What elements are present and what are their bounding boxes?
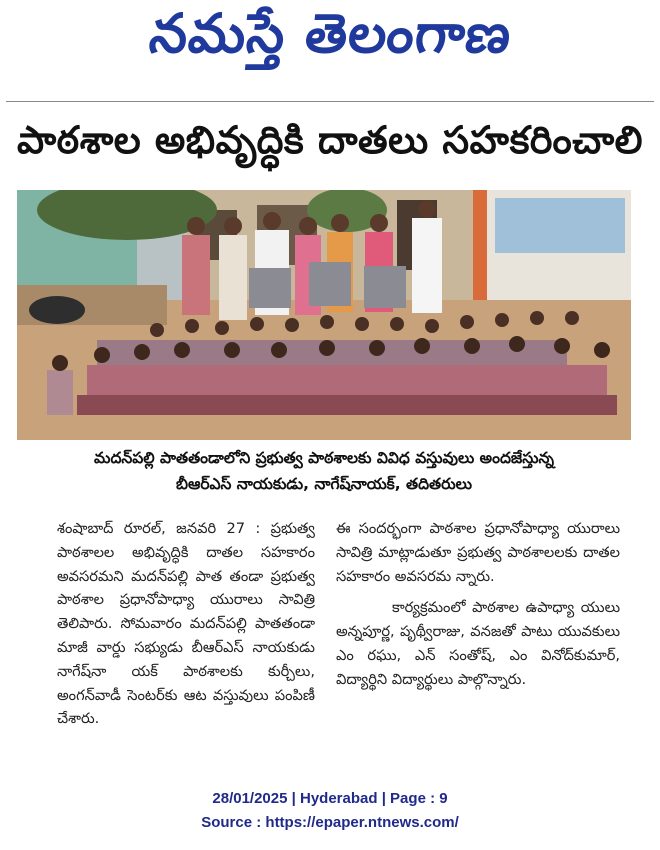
article-right-column	[336, 517, 620, 692]
masthead-divider	[6, 101, 654, 102]
school-group-photo	[17, 190, 631, 440]
caption-line-2: బీఆర్ఎస్ నాయకుడు, నాగేష్‌నాయక్, తదితరులు	[176, 475, 472, 493]
source-url: Source : https://epaper.ntnews.com/	[201, 814, 459, 831]
masthead	[0, 0, 660, 100]
article-left-column	[57, 517, 315, 731]
date-edition-page: 28/01/2025 | Hyderabad | Page : 9	[212, 790, 448, 807]
source-footer	[0, 787, 660, 835]
caption-line-1: మదన్‌పల్లి పాతతండాలోని ప్రభుత్వ పాఠశాలకు వివిధ వస్తువులు అందజేస్తున్న	[94, 449, 554, 467]
article-paragraph-3: కార్యక్రమంలో పాఠశాల ఉపాధ్యా యులు అన్నపూర్ణ, పృథ్వీరాజు, వనజతో పాటు యువకులు ఎం రఘు, ఎన్ సంతోష్, ఎం వినోద్‌కుమార్, విద్యార్థిని విద్యార్థులు పాల్గొన్నారు.	[336, 599, 620, 688]
article-headline: పాఠశాల అభివృద్ధికి దాతలు సహకరించాలి	[16, 118, 643, 162]
article-photo	[17, 190, 631, 440]
article-paragraph-1: శంషాబాద్ రూరల్, జనవరి 27 : ప్రభుత్వ పాఠశాలల అభివృద్ధికి దాతల సహకారం అవసరమని మదన్‌పల్లి పాత తండా ప్రభుత్వ పాఠశాల ప్రధానోపాధ్యా యురాలు సావిత్రి తెలిపారు. సోమవారం మదన్‌పల్లి పాతతండా మాజీ వార్డు సభ్యుడు బీఆర్ఎస్ నాయకుడు నాగేష్‌నా యక్ పాఠశాలకు కుర్చీలు, అంగన్‌వాడీ సెంటర్‌కు ఆట వస్తువులు పంపిణీ చేశారు.	[57, 520, 315, 728]
article-paragraph-2: ఈ సందర్భంగా పాఠశాల ప్రధానోపాధ్యా యురాలు సావిత్రి మాట్లాడుతూ ప్రభుత్వ పాఠశాలలకు దాతల సహకారం అవసరమ న్నారు.	[336, 520, 620, 585]
newspaper-title: నమస్తే తెలంగాణ	[146, 2, 515, 65]
photo-caption	[17, 445, 631, 497]
